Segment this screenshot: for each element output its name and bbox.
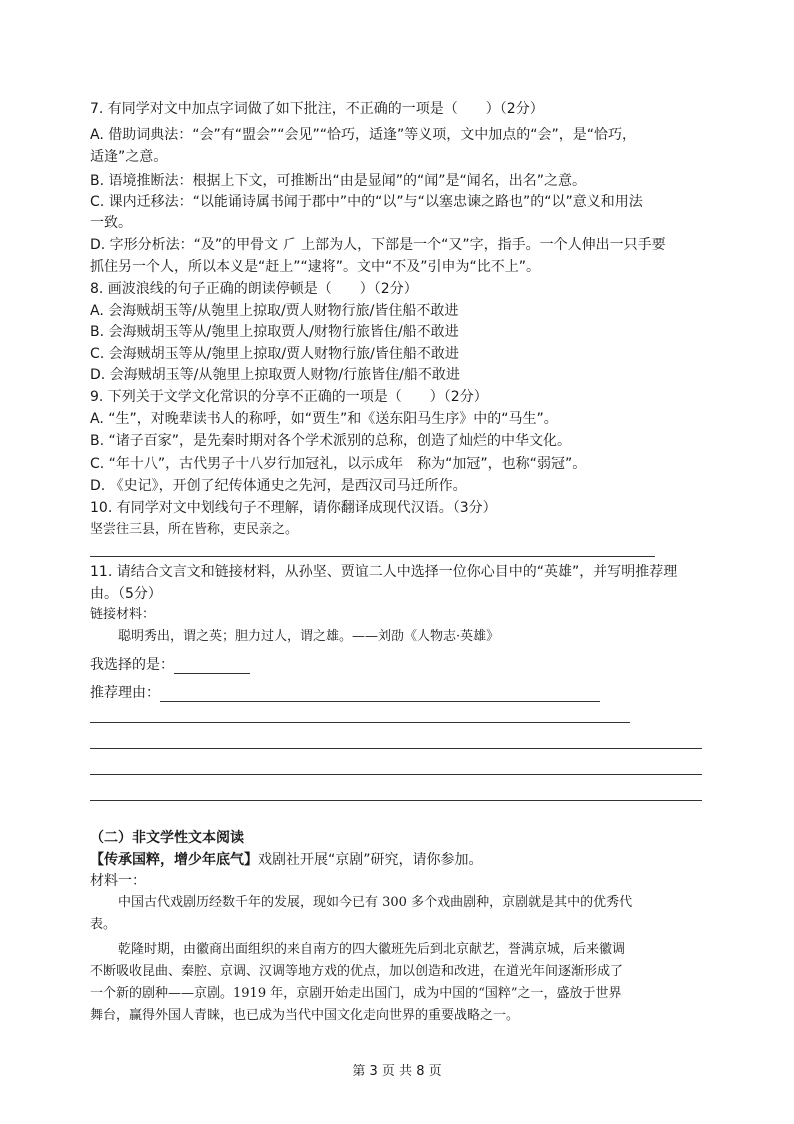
q11-choice-blank[interactable] [174, 655, 250, 674]
q11-choice-label: 我选择的是： [90, 657, 174, 673]
q9-stem: 9. 下列关于文学文化常识的分享不正确的一项是（ ）（2分） [90, 389, 488, 405]
reason-line-5[interactable] [90, 800, 702, 801]
q7-option-a: A. 借助词典法：“会”有“盟会”“会见”“恰巧，适逢”等义项，文中加点的“会”，是“恰巧， [90, 127, 637, 143]
q7-option-d-cont: 抓住另一个人，所以本义是“赶上”“逮将”。文中“不及”引申为“比不上”。 [90, 259, 541, 275]
q7-option-d: D. 字形分析法：“及”的甲骨文 ⺁ 上部为人，下部是一个“又”字，指手。一个人伸出一只手要 [90, 237, 666, 253]
q11-link-text: 聪明秀出，谓之英；胆力过人，谓之雄。——刘劭《人物志·英雄》 [118, 629, 500, 644]
p2-line1: 乾隆时期，由徽商出面组织的来自南方的四大徽班先后到北京献艺，誉满京城，后来徽调 [118, 942, 626, 957]
reason-line-2[interactable] [90, 722, 630, 723]
q10-sentence: 坚尝往三县，所在皆称，吏民亲之。 [90, 522, 299, 537]
q8-option-a: A. 会海贼胡玉等/从匏里上掠取/贾人财物行旅/皆住船不敢进 [90, 303, 459, 319]
q9-option-b: B. “诸子百家”，是先秦时期对各个学术派别的总称，创造了灿烂的中华文化。 [90, 433, 572, 449]
q7-option-a-cont: 适逢”之意。 [90, 149, 168, 165]
q11-stem-cont: 由。（5分） [90, 586, 162, 602]
q9-option-c: C. “年十八”，古代男子十八岁行加冠礼，以示成年 称为“加冠”，也称“弱冠”。 [90, 456, 587, 472]
q11-stem: 11. 请结合文言文和链接材料，从孙坚、贾谊二人中选择一位你心目中的“英雄”，并写明推荐理 [90, 564, 678, 580]
q11-link-label: 链接材料： [90, 607, 156, 622]
q11-reason-row [90, 683, 600, 702]
q8-option-c: C. 会海贼胡玉等从/匏里上掠取/贾人财物行旅/皆住船不敢进 [90, 346, 459, 362]
section2-intro-rest: 戏剧社开展“京剧”研究，请你参加。 [258, 852, 483, 868]
p1-line2: 表。 [90, 917, 117, 932]
q8-option-b: B. 会海贼胡玉等从/匏里上掠取贾人/财物行旅皆住/船不敢进 [90, 324, 459, 340]
p1-line1: 中国古代戏剧历经数千年的发展，现如今已有 300 多个戏曲剧种，京剧就是其中的优秀代 [118, 895, 633, 910]
material-label: 材料一： [90, 873, 146, 889]
q9-option-a: A. “生”，对晚辈读书人的称呼，如“贾生”和《送东阳马生序》中的“马生”。 [90, 411, 558, 427]
section2-intro [90, 851, 483, 869]
p2-line3: 一个新的剧种——京剧。1919 年，京剧开始走出国门，成为中国的“国粹”之一，盛放于世界 [90, 986, 622, 1001]
q8-stem: 8. 画波浪线的句子正确的朗读停顿是（ ）（2分） [90, 281, 418, 297]
q7-option-c-cont: 一致。 [90, 215, 132, 231]
page-footer: 第 3 页 共 8 页 [352, 1064, 442, 1079]
q7-option-c: C. 课内迁移法：“以能诵诗属书闻于郡中”中的“以”与“以塞忠谏之路也”的“以”意义和用法 [90, 194, 643, 210]
reason-line-3[interactable] [90, 748, 702, 749]
q11-choice-row [90, 655, 250, 674]
p2-line4: 舞台，赢得外国人青睐，也已成为当代中国文化走向世界的重要战略之一。 [90, 1008, 520, 1023]
q11-reason-label: 推荐理由： [90, 685, 160, 701]
q7-option-b: B. 语境推断法：根据上下文，可推断出“由是显闻”的“闻”是“闻名，出名”之意。 [90, 173, 587, 189]
q9-option-d: D. 《史记》，开创了纪传体通史之先河，是西汉司马迁所作。 [90, 478, 467, 494]
reason-line-4[interactable] [90, 774, 702, 775]
q8-option-d: D. 会海贼胡玉等/从匏里上掠取贾人财物/行旅皆住/船不敢进 [90, 367, 460, 383]
p2-line2: 不断吸收昆曲、秦腔、京调、汉调等地方戏的优点，加以创造和改进，在道光年间逐渐形成了 [90, 964, 624, 979]
section2-intro-bracket: 【传承国粹，增少年底气】 [90, 852, 258, 868]
q7-stem: 7. 有同学对文中加点字词做了如下批注，不正确的一项是（ ）（2分） [90, 101, 544, 117]
q10-answer-line[interactable] [90, 556, 655, 557]
q10-stem: 10. 有同学对文中划线句子不理解，请你翻译成现代汉语。（3分） [90, 500, 497, 516]
q11-reason-blank[interactable] [160, 683, 600, 702]
section2-heading: （二）非文学性文本阅读 [90, 830, 244, 846]
